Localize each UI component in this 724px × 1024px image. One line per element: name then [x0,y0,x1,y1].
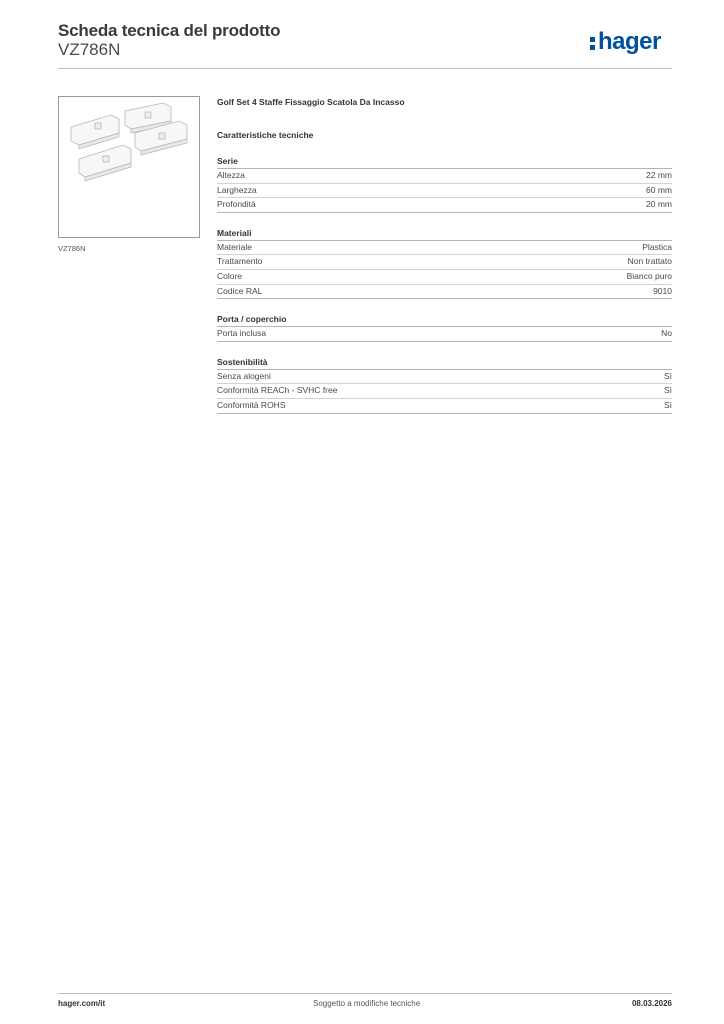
spec-row [217,384,672,399]
group-title: Porta / coperchio [217,313,672,327]
mounting-brackets-illustration [59,97,199,237]
spec-label: Conformità REACh - SVHC free [217,385,338,396]
logo-dots-icon [590,33,595,51]
spec-row [217,169,672,184]
spec-value: Plastica [642,241,672,252]
footer-note: Soggetto a modifiche tecniche [313,999,421,1008]
logo-text: hager [598,28,661,55]
spec-value: Non trattato [627,256,672,267]
spec-row [217,255,672,270]
spec-row [217,241,672,256]
spec-group-sostenibilita [217,356,672,414]
page-title: Scheda tecnica del prodotto [58,21,281,40]
spec-label: Materiale [217,241,252,252]
section-title: Caratteristiche tecniche [217,130,314,140]
product-name: Golf Set 4 Staffe Fissaggio Scatola Da Incasso [217,97,405,107]
spec-label: Conformità ROHS [217,399,286,410]
spec-label: Codice RAL [217,285,263,296]
group-title: Sostenibilità [217,356,672,370]
spec-content [217,96,672,414]
product-image [58,96,200,238]
hager-logo [590,28,661,56]
spec-value: Bianco puro [626,270,672,281]
spec-value: 60 mm [646,184,672,195]
image-caption: VZ786N [58,244,86,253]
spec-row [217,184,672,199]
spec-row [217,285,672,300]
spec-row [217,327,672,342]
spec-row [217,198,672,213]
group-title: Serie [217,155,672,169]
spec-value: 9010 [653,285,672,296]
spec-label: Profondità [217,199,256,210]
footer-divider [58,993,672,994]
spec-label: Larghezza [217,184,257,195]
spec-row [217,370,672,385]
spec-label: Colore [217,270,243,281]
product-code: VZ786N [58,40,121,59]
spec-value: Sì [663,370,672,381]
footer-website-link[interactable]: hager.com/it [58,999,106,1008]
spec-value: Sì [663,399,672,410]
spec-value: 22 mm [646,170,672,180]
group-title: Materiali [217,227,672,241]
spec-group-porta [217,313,672,342]
spec-value: 20 mm [646,199,672,210]
spec-label: Altezza [217,170,245,180]
spec-value: No [661,328,672,339]
spec-label: Trattamento [217,256,263,267]
header-divider [58,68,672,69]
spec-label: Porta inclusa [217,328,267,339]
spec-group-materiali [217,227,672,299]
spec-row [217,399,672,414]
spec-value: Sì [663,385,672,396]
spec-row [217,270,672,285]
spec-label: Senza alogeni [217,370,271,381]
footer-date: 08.03.2026 [631,999,672,1008]
spec-group-serie [217,155,672,213]
